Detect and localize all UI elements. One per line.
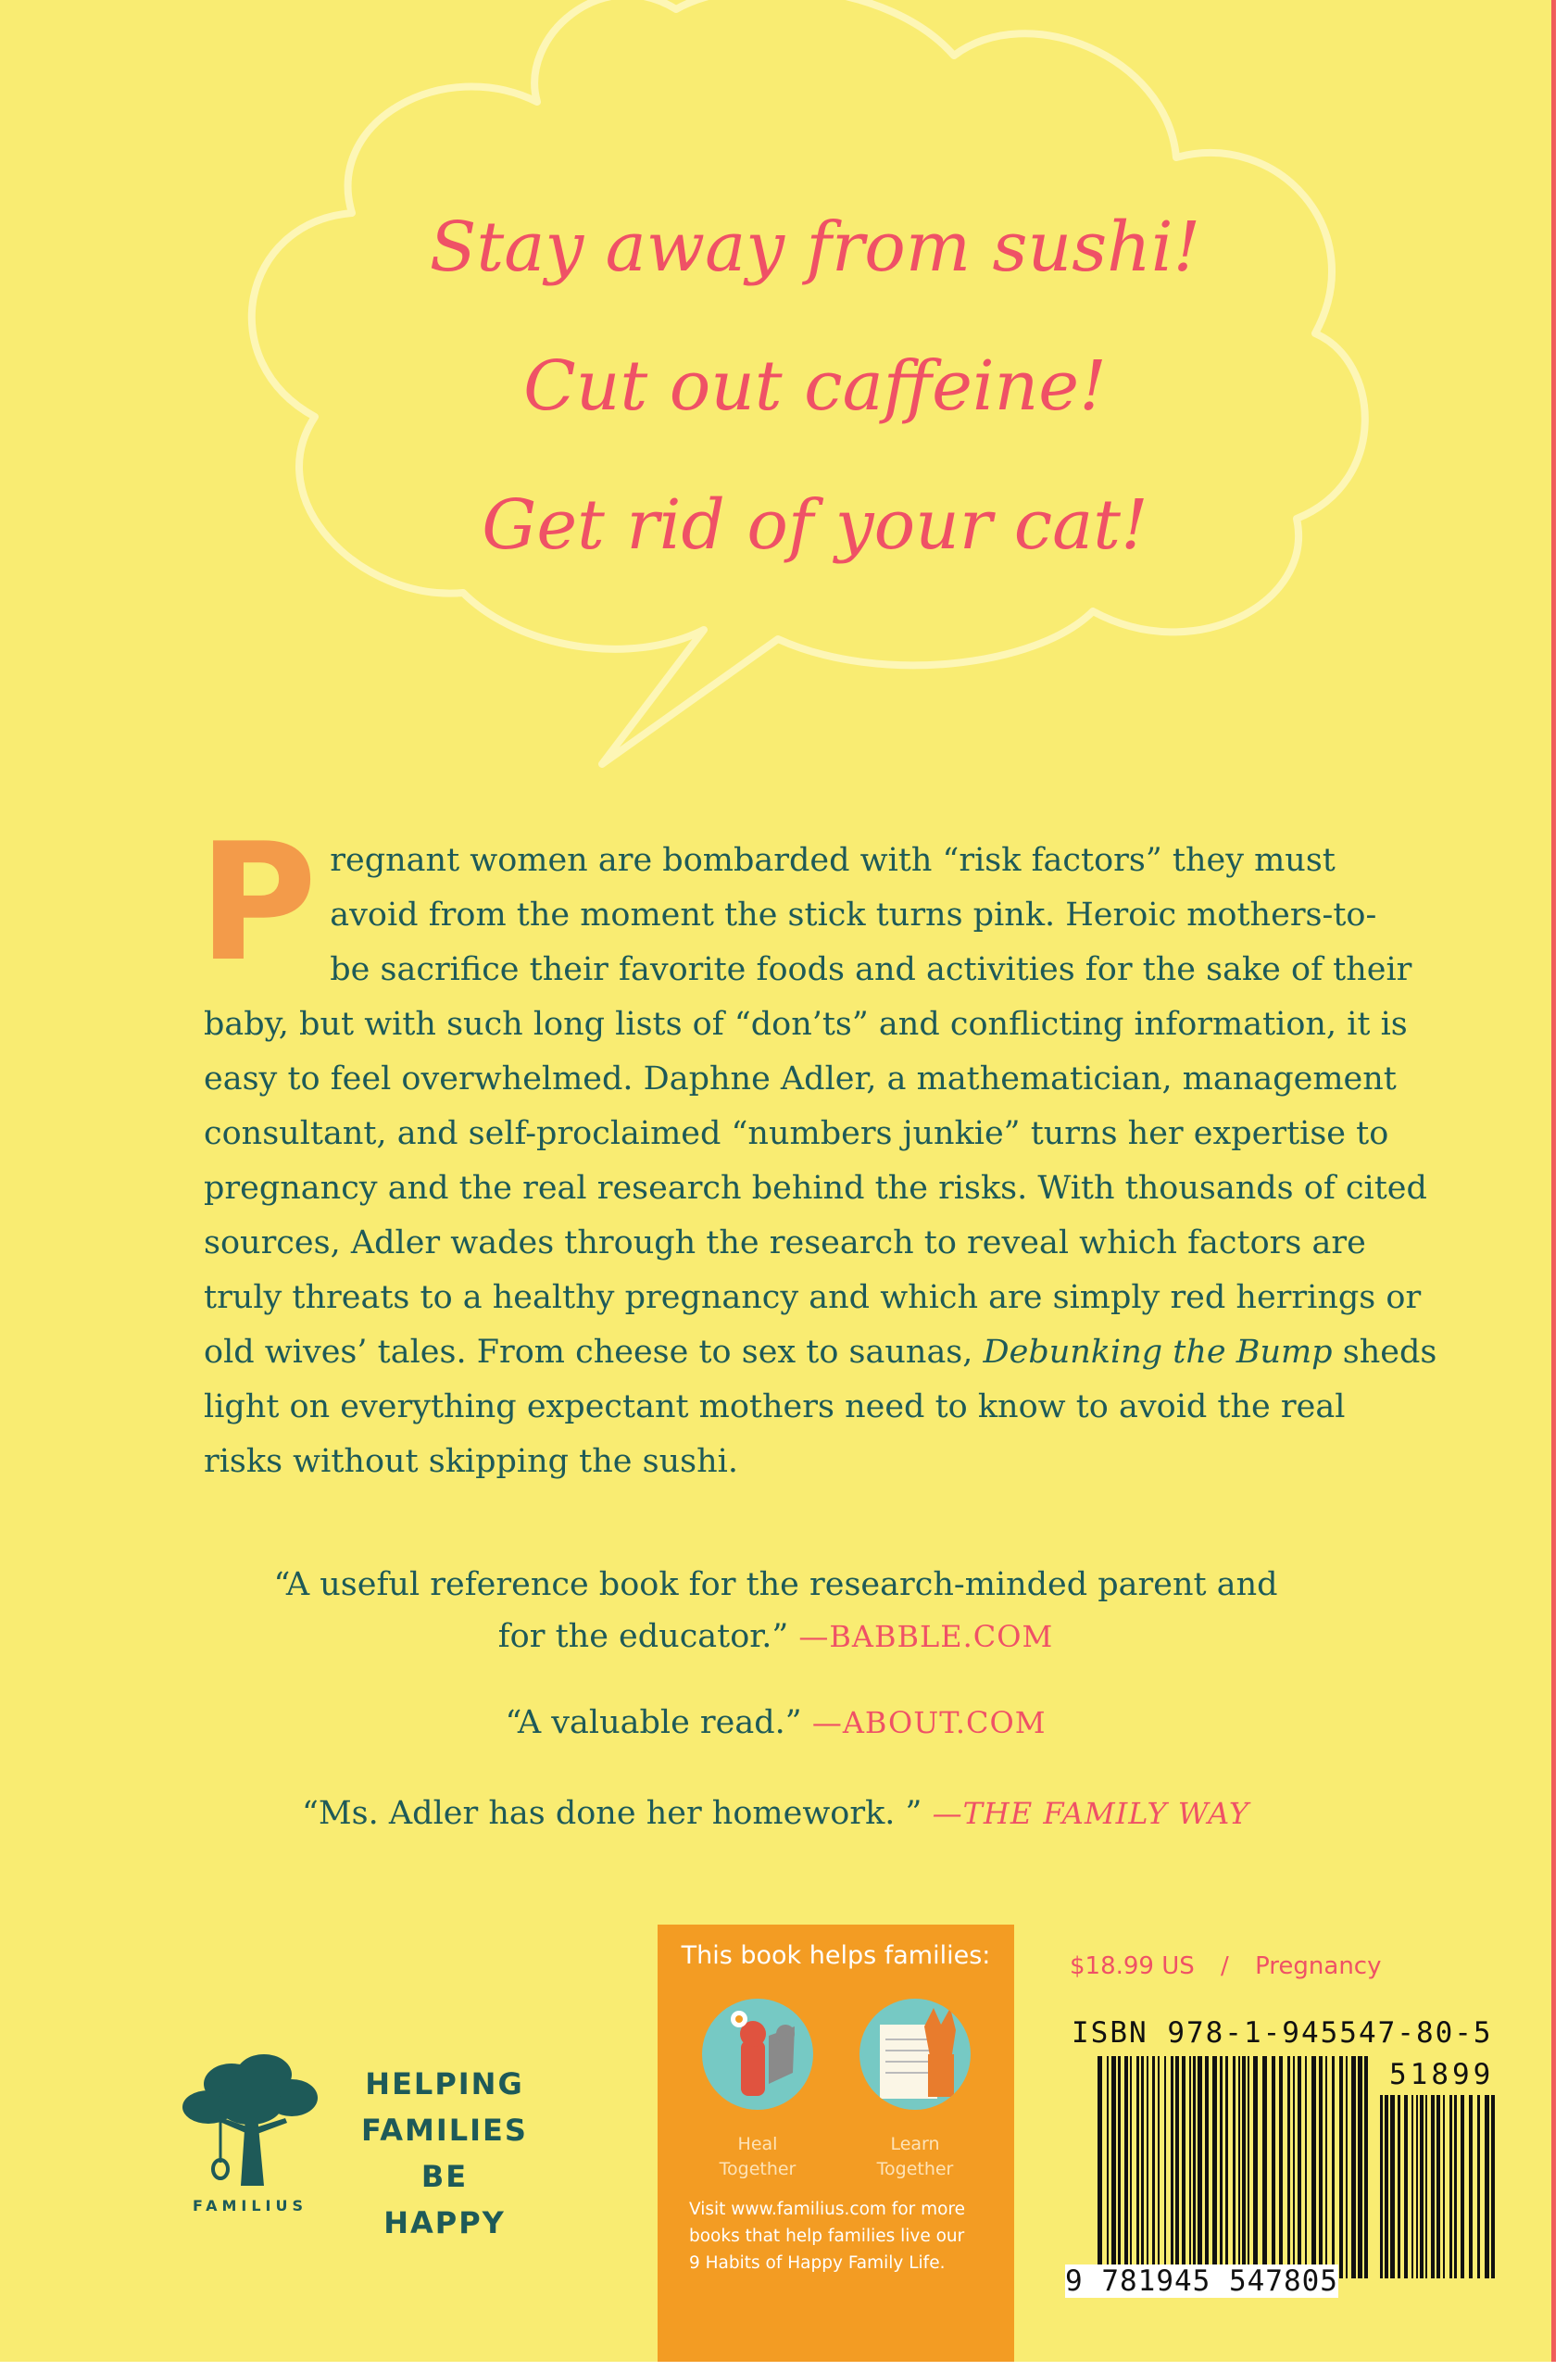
- barcode-bar: [1182, 2056, 1185, 2278]
- barcode-bar: [1469, 2095, 1473, 2278]
- barcode-bar: [1298, 2056, 1301, 2278]
- visit-line: Visit www.familius.com for more: [689, 2200, 966, 2219]
- visit-line: books that help families live our: [689, 2227, 965, 2246]
- barcode-bar: [1262, 2056, 1267, 2278]
- bubble-line-3: Get rid of your cat!: [482, 485, 1148, 565]
- description-line-with-title: [204, 1325, 1437, 1380]
- bubble-line-2: Cut out caffeine!: [523, 346, 1107, 426]
- learn-together-icon: [859, 1999, 971, 2110]
- habit-label: [693, 2132, 822, 2182]
- barcode-bar: [1411, 2095, 1413, 2278]
- barcode-bar: [1351, 2056, 1356, 2278]
- barcode-bar: [1416, 2095, 1418, 2278]
- barcode-bar: [1398, 2095, 1400, 2278]
- barcode-bar: [1364, 2056, 1368, 2278]
- barcode-bar: [1390, 2095, 1395, 2278]
- barcode-addon-number: 51899: [1389, 2058, 1495, 2091]
- tagline-line: HELPING: [365, 2066, 524, 2101]
- description-line: old wives’ tales. From cheese to sex to saunas,: [204, 1334, 973, 1371]
- helps-box-title: This book helps families:: [681, 1941, 991, 1970]
- description-line: easy to feel overwhelmed. Daphne Adler, a mathematician, management: [204, 1060, 1397, 1098]
- barcode-bar: [1171, 2056, 1173, 2278]
- quote-text: for the educator.”: [497, 1618, 789, 1655]
- description-line: risks without skipping the sushi.: [204, 1443, 738, 1480]
- helps-families-box: [658, 1925, 1014, 2362]
- barcode-bar: [1147, 2056, 1148, 2278]
- tagline-line: HAPPY: [383, 2205, 506, 2240]
- spine-edge: [1551, 0, 1556, 2362]
- barcode-bar: [1380, 2095, 1383, 2278]
- barcode-bar: [1220, 2056, 1223, 2278]
- quote-text-continued: [0, 1611, 1551, 1662]
- barcode-bar: [1136, 2056, 1139, 2278]
- description-line: regnant women are bombarded with “risk factors” they must: [330, 842, 1336, 879]
- quote-source: —THE FAMILY WAY: [932, 1796, 1250, 1831]
- barcode-bar: [1436, 2095, 1440, 2278]
- description-line: baby, but with such long lists of “don’ts” and conflicting information, it is: [204, 1006, 1408, 1043]
- habit-label-line: Heal: [737, 2134, 778, 2154]
- barcode-bar: [1212, 2056, 1217, 2278]
- barcode-bar: [1130, 2056, 1132, 2278]
- description-line: truly threats to a healthy pregnancy and which are simply red herrings or: [204, 1279, 1422, 1316]
- isbn: ISBN 978-1-945547-80-5: [1072, 2016, 1493, 2050]
- barcode-bar: [1098, 2056, 1102, 2278]
- barcode-bar: [1198, 2056, 1202, 2278]
- isbn-barcode: [1098, 2056, 1375, 2278]
- barcode-bar: [1454, 2095, 1457, 2278]
- price: $18.99 US: [1070, 1952, 1195, 1980]
- quote-source: —BABBLE.COM: [798, 1619, 1054, 1654]
- quote-source: —ABOUT.COM: [811, 1705, 1047, 1740]
- description-line: pregnancy and the real research behind the risks. With thousands of cited: [204, 1170, 1427, 1207]
- barcode-bar: [1420, 2095, 1424, 2278]
- barcode-bar: [1253, 2056, 1258, 2278]
- barcode-bar: [1385, 2095, 1388, 2278]
- barcode-bar: [1293, 2056, 1295, 2278]
- barcode-bar: [1164, 2056, 1166, 2278]
- barcode-bar: [1124, 2056, 1128, 2278]
- barcode-bar: [1233, 2056, 1236, 2278]
- barcode-bar: [1311, 2056, 1316, 2278]
- price-category-line: [1070, 1952, 1400, 1980]
- addon-barcode: [1380, 2095, 1496, 2278]
- barcode-bar: [1431, 2095, 1435, 2278]
- heal-together-icon: [702, 1999, 813, 2110]
- description-line: avoid from the moment the stick turns pink. Heroic mothers-to-: [330, 897, 1377, 934]
- visit-line: 9 Habits of Happy Family Life.: [689, 2253, 946, 2273]
- barcode-bar: [1158, 2056, 1160, 2278]
- barcode-bar: [1193, 2056, 1196, 2278]
- barcode-bar: [1225, 2056, 1228, 2278]
- quote-text: “A valuable read.”: [505, 1704, 802, 1741]
- book-title: Debunking the Bump: [983, 1334, 1333, 1371]
- barcode-bar: [1425, 2095, 1427, 2278]
- barcode-ean-number: 9 781945 547805: [1065, 2264, 1338, 2298]
- barcode-bar: [1242, 2056, 1246, 2278]
- review-quote-1: [0, 1559, 1551, 1662]
- review-quote-3: [0, 1788, 1551, 1839]
- description-line: be sacrifice their favorite foods and activities for the sake of their: [330, 951, 1412, 988]
- barcode-bar: [1141, 2056, 1144, 2278]
- barcode-bar: [1339, 2056, 1343, 2278]
- price-separator: /: [1221, 1952, 1229, 1980]
- barcode-bar: [1477, 2095, 1480, 2278]
- barcode-bar: [1238, 2056, 1240, 2278]
- tagline-line: FAMILIES BE: [361, 2113, 528, 2194]
- barcode-bar: [1443, 2095, 1445, 2278]
- barcode-bar: [1325, 2056, 1327, 2278]
- barcode-bar: [1491, 2095, 1495, 2278]
- barcode-bar: [1279, 2056, 1283, 2278]
- habit-heal-together: [693, 1999, 822, 2182]
- publisher-name: FAMILIUS: [192, 2197, 307, 2214]
- barcode-bar: [1404, 2095, 1408, 2278]
- barcode-bar: [1272, 2056, 1275, 2278]
- familius-tree-logo: [176, 2047, 324, 2195]
- barcode-bar: [1175, 2056, 1179, 2278]
- barcode-bar: [1118, 2056, 1121, 2278]
- quote-text: “A useful reference book for the research-minded parent and: [273, 1566, 1278, 1603]
- habit-label-line: Together: [719, 2159, 797, 2179]
- barcode-bar: [1189, 2056, 1191, 2278]
- barcode-bar: [1248, 2056, 1249, 2278]
- book-description: [198, 809, 1437, 1489]
- description-line: light on everything expectant mothers need to know to avoid the real: [204, 1388, 1346, 1425]
- barcode-bar: [1461, 2095, 1464, 2278]
- habit-learn-together: [850, 1999, 980, 2182]
- barcode-bar: [1449, 2095, 1452, 2278]
- habit-label-line: Together: [876, 2159, 954, 2179]
- barcode-bar: [1152, 2056, 1155, 2278]
- habit-label-line: Learn: [890, 2134, 940, 2154]
- category: Pregnancy: [1255, 1952, 1382, 1980]
- barcode-bar: [1305, 2056, 1307, 2278]
- description-line: consultant, and self-proclaimed “numbers junkie” turns her expertise to: [204, 1115, 1389, 1152]
- habit-label: [850, 2132, 980, 2182]
- helps-box-visit-text: [689, 2196, 995, 2277]
- publisher-tagline: [333, 2061, 556, 2246]
- barcode-bar: [1346, 2056, 1348, 2278]
- review-quote-2: [0, 1697, 1551, 1749]
- bubble-line-1: Stay away from sushi!: [429, 207, 1201, 287]
- barcode-bar: [1111, 2056, 1116, 2278]
- quote-text: “Ms. Adler has done her homework. ”: [301, 1795, 922, 1832]
- barcode-bar: [1332, 2056, 1335, 2278]
- barcode-bar: [1107, 2056, 1109, 2278]
- barcode-bar: [1358, 2056, 1362, 2278]
- description-line: sources, Adler wades through the research to reveal which factors are: [204, 1224, 1366, 1261]
- barcode-bar: [1319, 2056, 1323, 2278]
- barcode-bar: [1205, 2056, 1209, 2278]
- drop-cap: P: [198, 809, 318, 997]
- description-line: sheds: [1342, 1334, 1437, 1371]
- barcode-bar: [1485, 2095, 1489, 2278]
- barcode-bar: [1287, 2056, 1290, 2278]
